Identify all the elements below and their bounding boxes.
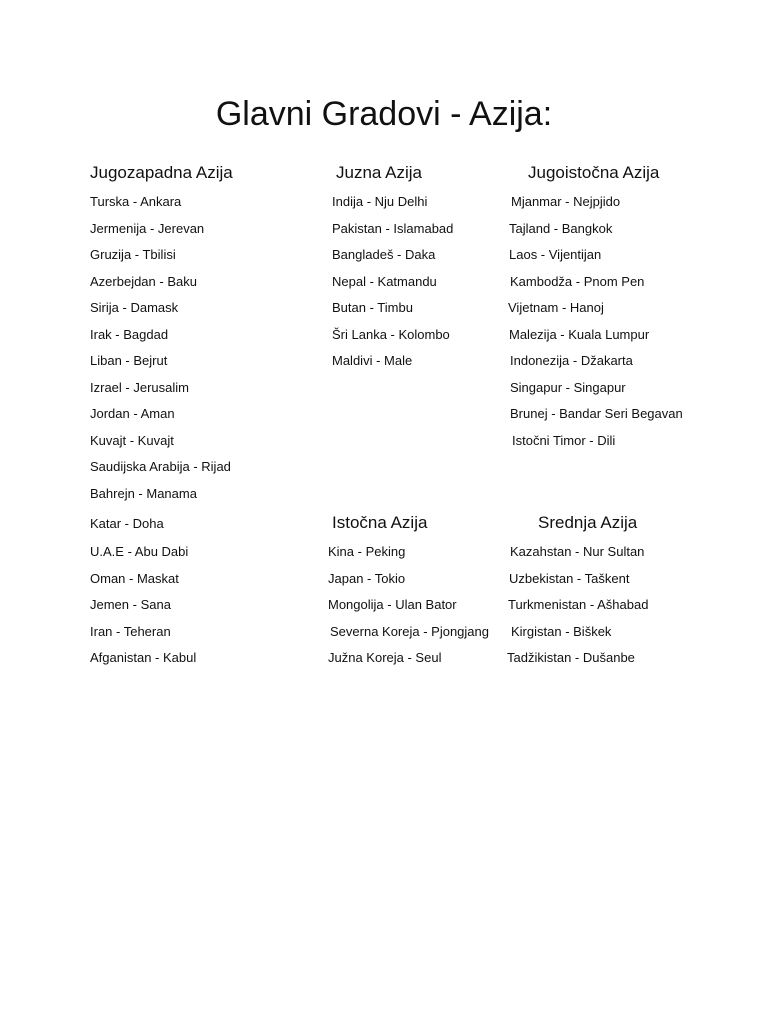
- list-item: Turska - Ankara: [90, 194, 182, 209]
- list-item: Sirija - Damask: [90, 300, 179, 315]
- list-item: Japan - Tokio: [328, 571, 406, 586]
- list-item: Kina - Peking: [328, 544, 406, 559]
- list-item: Oman - Maskat: [90, 571, 179, 586]
- list-item: Pakistan - Islamabad: [332, 221, 454, 236]
- list-item: Bangladeš - Daka: [332, 247, 436, 262]
- list-item: Maldivi - Male: [332, 353, 413, 368]
- heading-southeast-asia: Jugoistočna Azija: [528, 163, 660, 182]
- list-item: Južna Koreja - Seul: [328, 650, 442, 665]
- list-item: Kambodža - Pnom Pen: [510, 274, 645, 289]
- list-item: Jordan - Aman: [90, 406, 175, 421]
- list-item: Indonezija - Džakarta: [510, 353, 633, 368]
- list-item: Katar - Doha: [90, 516, 164, 531]
- heading-east-asia: Istočna Azija: [332, 513, 428, 532]
- list-item: Bahrejn - Manama: [90, 486, 197, 501]
- heading-southwest-asia: Jugozapadna Azija: [90, 163, 233, 182]
- list-item: Kuvajt - Kuvajt: [90, 433, 174, 448]
- list-item: U.A.E - Abu Dabi: [90, 544, 189, 559]
- list-item: Butan - Timbu: [332, 300, 413, 315]
- list-item: Laos - Vijentijan: [509, 247, 602, 262]
- heading-central-asia: Srednja Azija: [538, 513, 638, 532]
- list-item: Uzbekistan - Taškent: [509, 571, 630, 586]
- list-item: Malezija - Kuala Lumpur: [509, 327, 650, 342]
- list-item: Indija - Nju Delhi: [332, 194, 428, 209]
- list-item: Jermenija - Jerevan: [90, 221, 205, 236]
- list-item: Irak - Bagdad: [90, 327, 169, 342]
- list-item: Afganistan - Kabul: [90, 650, 197, 665]
- list-item: Turkmenistan - Ašhabad: [508, 597, 649, 612]
- list-item: Tajland - Bangkok: [509, 221, 613, 236]
- page-title: Glavni Gradovi - Azija:: [215, 95, 553, 133]
- list-item: Mongolija - Ulan Bator: [328, 597, 457, 612]
- list-item: Brunej - Bandar Seri Begavan: [510, 406, 683, 421]
- list-item: Severna Koreja - Pjongjang: [330, 624, 489, 639]
- list-item: Izrael - Jerusalim: [90, 380, 189, 395]
- list-item: Kirgistan - Biškek: [511, 624, 612, 639]
- list-item: Šri Lanka - Kolombo: [332, 327, 450, 342]
- list-item: Saudijska Arabija - Rijad: [90, 459, 231, 474]
- list-item: Iran - Teheran: [90, 624, 171, 639]
- list-item: Liban - Bejrut: [90, 353, 168, 368]
- list-item: Tadžikistan - Dušanbe: [507, 650, 635, 665]
- list-item: Singapur - Singapur: [510, 380, 626, 395]
- list-item: Gruzija - Tbilisi: [90, 247, 176, 262]
- list-item: Nepal - Katmandu: [332, 274, 437, 289]
- list-item: Jemen - Sana: [90, 597, 171, 612]
- list-item: Vijetnam - Hanoj: [508, 300, 604, 315]
- list-item: Mjanmar - Nejpjido: [511, 194, 621, 209]
- list-item: Azerbejdan - Baku: [90, 274, 197, 289]
- list-item: Kazahstan - Nur Sultan: [510, 544, 645, 559]
- list-item: Istočni Timor - Dili: [512, 433, 616, 448]
- heading-south-asia: Juzna Azija: [336, 163, 422, 182]
